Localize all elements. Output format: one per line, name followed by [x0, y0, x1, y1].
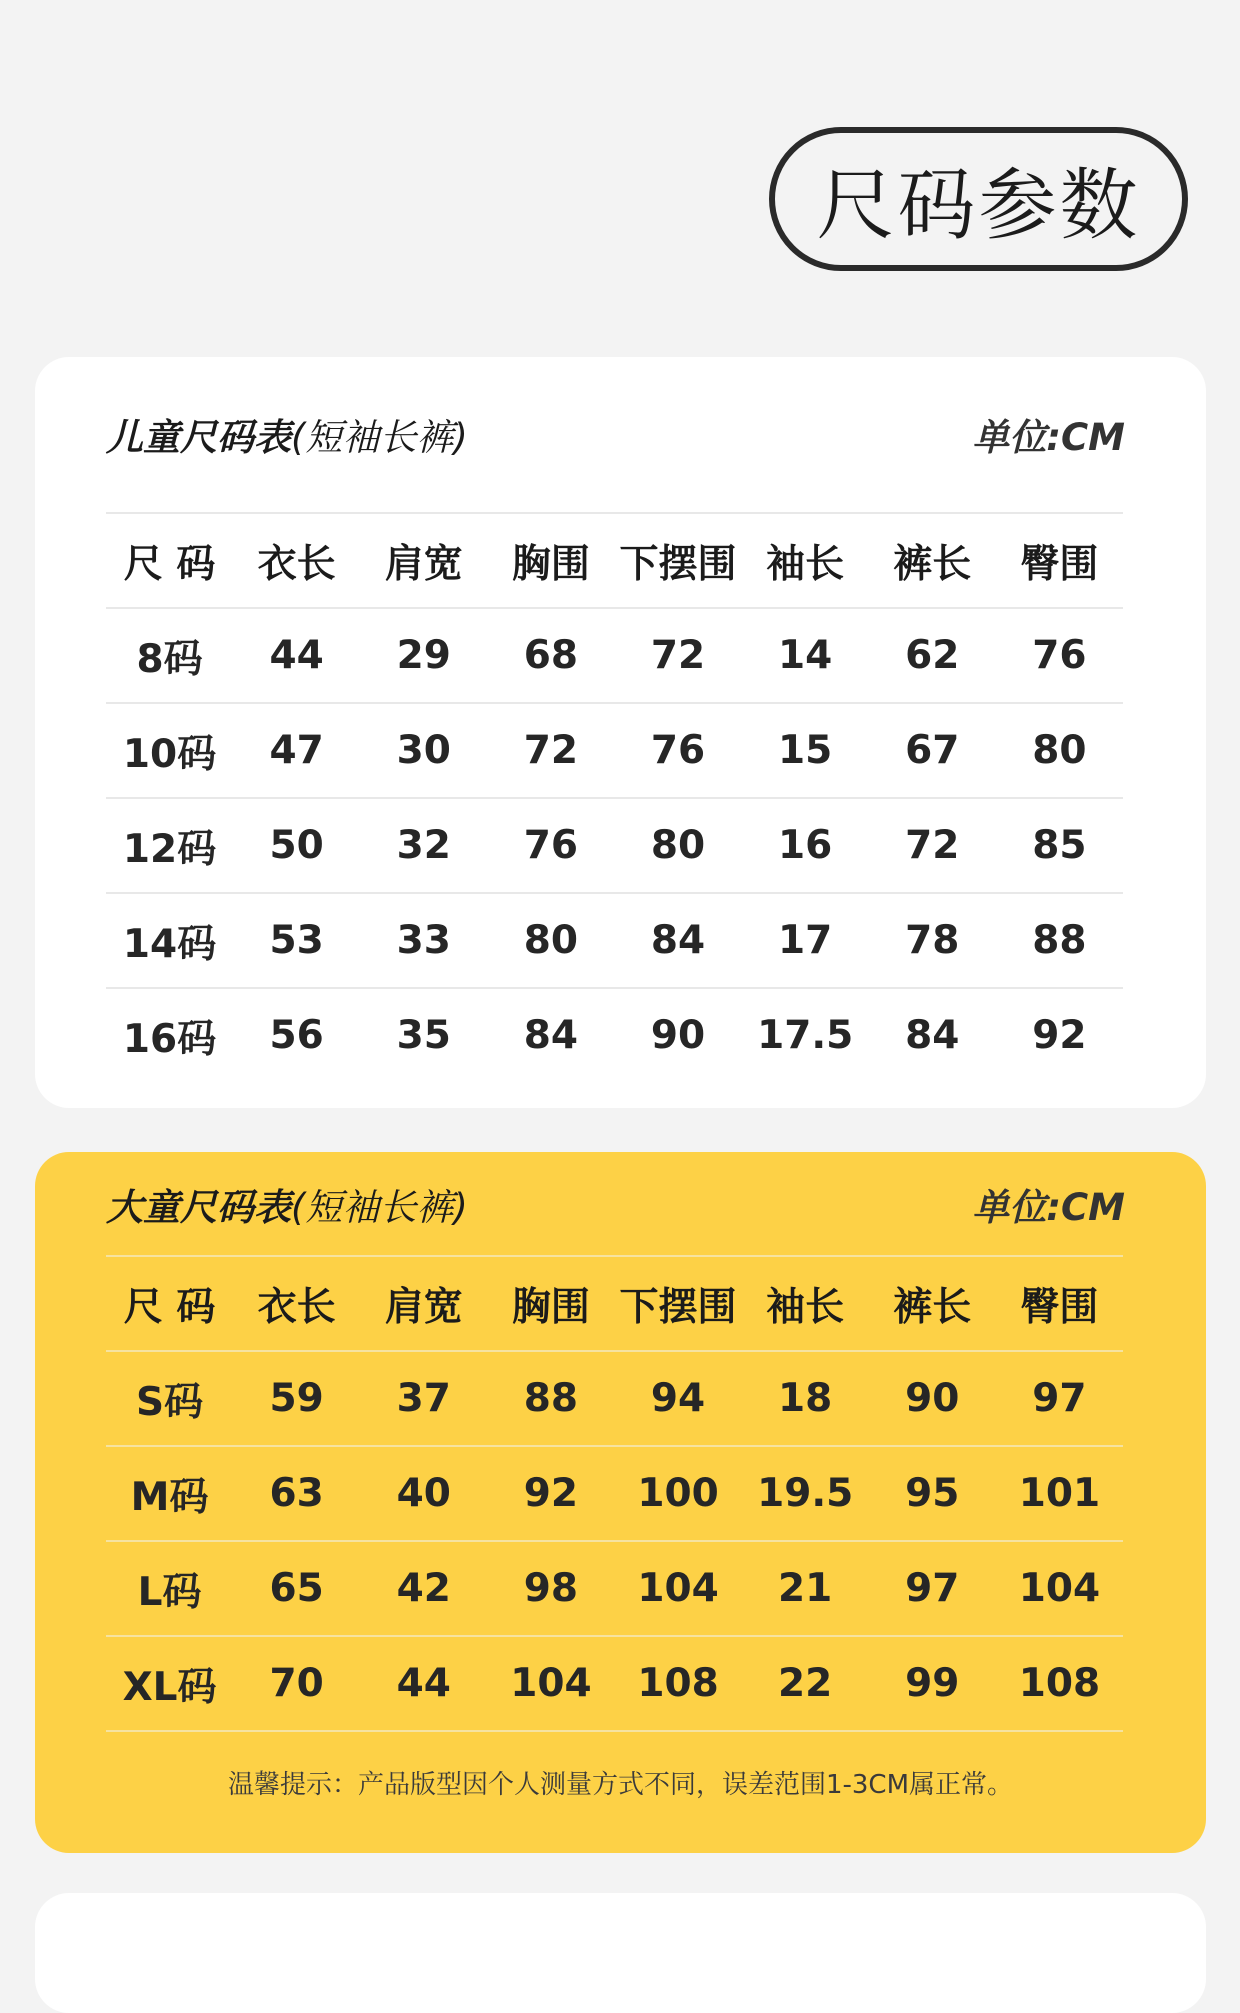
header-shoulder: 肩宽 [360, 1256, 487, 1351]
table-cell: 72 [869, 798, 996, 893]
big-kids-table-title [106, 1177, 468, 1231]
header-hem: 下摆围 [615, 1256, 742, 1351]
table-cell: 101 [996, 1446, 1123, 1541]
header-hip: 臀围 [996, 513, 1123, 608]
kids-table-unit: 单位:CM [972, 416, 1125, 459]
table-row [106, 893, 1123, 988]
table-cell: 40 [360, 1446, 487, 1541]
table-header-row [106, 513, 1123, 608]
kids-table-title-main: 儿童尺码表 [106, 416, 291, 459]
table-cell: 94 [615, 1351, 742, 1446]
table-cell: 108 [615, 1636, 742, 1731]
table-cell: 95 [869, 1446, 996, 1541]
table-cell: 62 [869, 608, 996, 703]
table-row [106, 1446, 1123, 1541]
table-cell: 29 [360, 608, 487, 703]
big-kids-table-title-main: 大童尺码表 [106, 1185, 291, 1229]
table-cell: 88 [487, 1351, 614, 1446]
kids-card-header [106, 357, 1125, 511]
header-size: 尺 码 [106, 513, 233, 608]
table-cell: 16码 [106, 988, 233, 1082]
header-pants-length: 裤长 [869, 513, 996, 608]
table-cell: 104 [615, 1541, 742, 1636]
header-sleeve: 袖长 [742, 513, 869, 608]
table-cell: 53 [233, 893, 360, 988]
table-cell: 12码 [106, 798, 233, 893]
table-cell: 33 [360, 893, 487, 988]
table-row [106, 608, 1123, 703]
header-hip: 臀围 [996, 1256, 1123, 1351]
table-cell: 84 [869, 988, 996, 1082]
table-cell: 68 [487, 608, 614, 703]
table-cell: 80 [487, 893, 614, 988]
table-cell: 97 [869, 1541, 996, 1636]
header-chest: 胸围 [487, 1256, 614, 1351]
table-cell: 37 [360, 1351, 487, 1446]
table-cell: 59 [233, 1351, 360, 1446]
table-cell: 50 [233, 798, 360, 893]
table-cell: 78 [869, 893, 996, 988]
header-size: 尺 码 [106, 1256, 233, 1351]
kids-size-card [35, 357, 1206, 1108]
table-cell: 97 [996, 1351, 1123, 1446]
table-cell: 44 [233, 608, 360, 703]
table-row [106, 1541, 1123, 1636]
header-shoulder: 肩宽 [360, 513, 487, 608]
table-cell: 80 [615, 798, 742, 893]
table-cell: 56 [233, 988, 360, 1082]
table-row [106, 988, 1123, 1082]
header-chest: 胸围 [487, 513, 614, 608]
table-cell: 76 [996, 608, 1123, 703]
table-cell: 76 [615, 703, 742, 798]
table-cell: 14 [742, 608, 869, 703]
table-cell: 10码 [106, 703, 233, 798]
table-row [106, 798, 1123, 893]
table-cell: 72 [615, 608, 742, 703]
table-cell: 99 [869, 1636, 996, 1731]
kids-size-table [106, 512, 1123, 1082]
table-row [106, 1351, 1123, 1446]
table-cell: M码 [106, 1446, 233, 1541]
table-cell: 21 [742, 1541, 869, 1636]
table-cell: 35 [360, 988, 487, 1082]
header-length: 衣长 [233, 1256, 360, 1351]
header-sleeve: 袖长 [742, 1256, 869, 1351]
table-row [106, 703, 1123, 798]
table-cell: 85 [996, 798, 1123, 893]
table-cell: 19.5 [742, 1446, 869, 1541]
big-kids-size-card [35, 1152, 1206, 1853]
table-cell: 90 [615, 988, 742, 1082]
table-cell: 72 [487, 703, 614, 798]
table-header-row [106, 1256, 1123, 1351]
table-cell: 47 [233, 703, 360, 798]
table-cell: S码 [106, 1351, 233, 1446]
header-pants-length: 裤长 [869, 1256, 996, 1351]
big-kids-table-title-sub: (短袖长裤) [291, 1185, 468, 1229]
table-cell: 80 [996, 703, 1123, 798]
measurement-tip: 温馨提示：产品版型因个人测量方式不同，误差范围1-3CM属正常。 [227, 1770, 1014, 1800]
table-cell: 70 [233, 1636, 360, 1731]
table-cell: 104 [487, 1636, 614, 1731]
big-kids-table-unit: 单位:CM [972, 1185, 1125, 1229]
table-cell: 17.5 [742, 988, 869, 1082]
table-cell: 84 [487, 988, 614, 1082]
table-cell: XL码 [106, 1636, 233, 1731]
kids-table-title-sub: (短袖长裤) [291, 416, 468, 459]
page-title: 尺码参数 [769, 127, 1188, 271]
table-cell: 44 [360, 1636, 487, 1731]
table-row [106, 1636, 1123, 1731]
table-cell: 108 [996, 1636, 1123, 1731]
big-kids-card-header [106, 1152, 1125, 1255]
big-kids-size-table [106, 1255, 1123, 1732]
table-cell: 15 [742, 703, 869, 798]
header-hem: 下摆围 [615, 513, 742, 608]
header-length: 衣长 [233, 513, 360, 608]
table-cell: 16 [742, 798, 869, 893]
table-cell: 92 [996, 988, 1123, 1082]
table-cell: 42 [360, 1541, 487, 1636]
table-cell: 14码 [106, 893, 233, 988]
table-cell: L码 [106, 1541, 233, 1636]
table-cell: 63 [233, 1446, 360, 1541]
table-cell: 67 [869, 703, 996, 798]
table-cell: 32 [360, 798, 487, 893]
table-cell: 18 [742, 1351, 869, 1446]
table-cell: 84 [615, 893, 742, 988]
table-cell: 76 [487, 798, 614, 893]
table-cell: 92 [487, 1446, 614, 1541]
table-cell: 88 [996, 893, 1123, 988]
kids-table-title [106, 407, 468, 461]
table-cell: 65 [233, 1541, 360, 1636]
table-cell: 17 [742, 893, 869, 988]
table-cell: 30 [360, 703, 487, 798]
table-cell: 98 [487, 1541, 614, 1636]
next-card [35, 1893, 1206, 2013]
table-cell: 104 [996, 1541, 1123, 1636]
table-cell: 100 [615, 1446, 742, 1541]
table-cell: 22 [742, 1636, 869, 1731]
table-cell: 90 [869, 1351, 996, 1446]
table-cell: 8码 [106, 608, 233, 703]
